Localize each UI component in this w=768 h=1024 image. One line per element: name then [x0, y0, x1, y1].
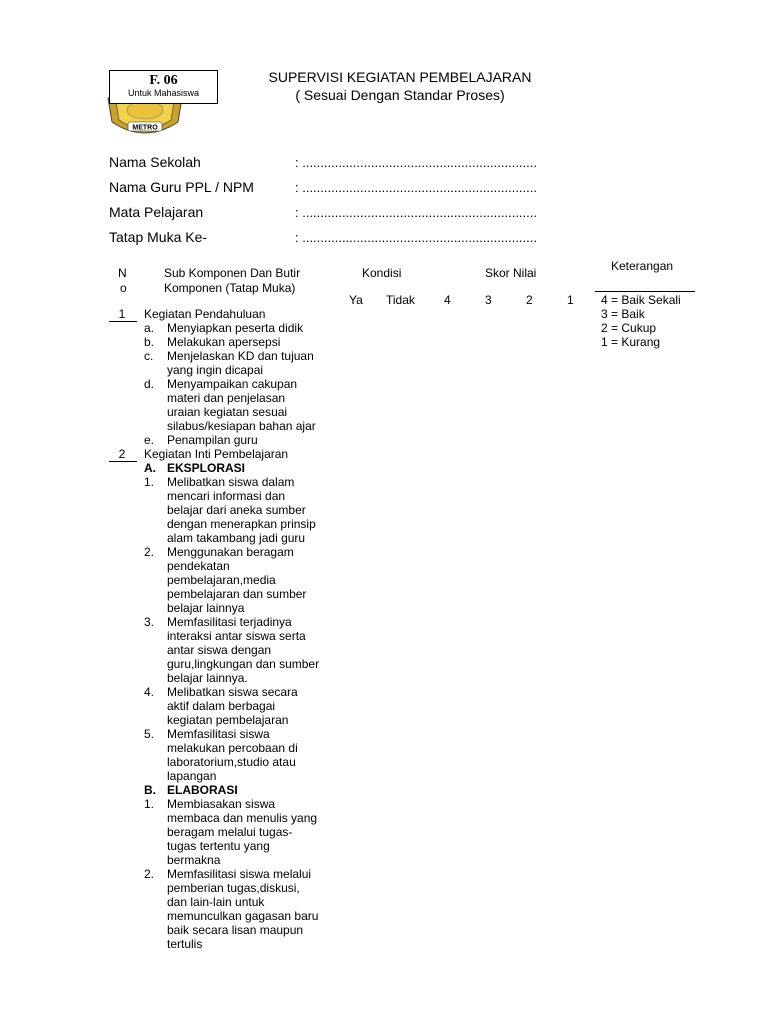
col-sub-line2: Komponen (Tatap Muka) — [164, 281, 296, 295]
item-text: Menyampaikan cakupan — [167, 377, 298, 391]
item-text: materi dan penjelasan — [167, 391, 286, 405]
item-text: pendekatan — [167, 559, 230, 573]
subsection-eksplorasi: EKSPLORASI — [167, 461, 246, 475]
item-text: tertulis — [167, 937, 203, 951]
item-text: Melibatkan siswa secara — [167, 685, 298, 699]
item-text: mencari informasi dan — [167, 489, 286, 503]
item-text: dengan menerapkan prinsip — [167, 517, 316, 531]
subsection-marker: A. — [144, 461, 156, 475]
field-label-subject: Mata Pelajaran — [109, 204, 204, 220]
col-skor: Skor Nilai — [485, 266, 537, 280]
item-text: membaca dan menulis yang — [167, 811, 318, 825]
row-number-1: 1 — [118, 307, 126, 321]
item-text: antar siswa dengan — [167, 643, 272, 657]
item-text: Membiasakan siswa — [167, 797, 276, 811]
row-rule-2 — [109, 461, 137, 462]
col-no-top: N — [118, 266, 127, 280]
item-text: beragam melalui tugas- — [167, 825, 293, 839]
col-keterangan: Keterangan — [611, 259, 674, 273]
col-tidak: Tidak — [386, 293, 415, 307]
item-text: aktif dalam berbagai — [167, 699, 276, 713]
col-score-3: 3 — [485, 293, 492, 307]
col-kondisi: Kondisi — [362, 266, 402, 280]
item-marker: b. — [144, 335, 155, 349]
row-rule-1 — [109, 321, 137, 322]
item-text: Melakukan apersepsi — [167, 335, 281, 349]
item-text: lapangan — [167, 769, 217, 783]
item-text: laboratorium,studio atau — [167, 755, 296, 769]
item-text: baik secara lisan maupun — [167, 923, 304, 937]
col-score-1: 1 — [567, 293, 574, 307]
keterangan-rule — [595, 291, 695, 292]
row-number-2: 2 — [118, 447, 126, 461]
field-value-teacher[interactable]: : ................................................................. — [295, 180, 537, 195]
item-marker: 2. — [144, 867, 155, 881]
item-text: Menggunakan beragam — [167, 545, 294, 559]
section-title-inti: Kegiatan Inti Pembelajaran — [144, 447, 289, 461]
item-marker: d. — [144, 377, 155, 391]
section-title-pendahuluan: Kegiatan Pendahuluan — [144, 307, 266, 321]
item-text: Penampilan guru — [167, 433, 258, 447]
item-text: belajar dari aneka sumber — [167, 503, 306, 517]
item-text: Menyiapkan peserta didik — [167, 321, 304, 335]
item-marker: 1. — [144, 475, 155, 489]
field-value-school[interactable]: : ................................................................. — [295, 155, 537, 170]
form-code-box — [109, 70, 218, 104]
item-text: Melibatkan siswa dalam — [167, 475, 295, 489]
field-label-teacher: Nama Guru PPL / NPM — [109, 179, 254, 195]
col-sub-line1: Sub Komponen Dan Butir — [164, 266, 301, 280]
item-marker: 4. — [144, 685, 155, 699]
item-text: kegiatan pembelajaran — [167, 713, 289, 727]
item-text: Memfasilitasi siswa melalui — [167, 867, 312, 881]
item-text: uraian kegiatan sesuai — [167, 405, 288, 419]
legend-1: 1 = Kurang — [601, 335, 661, 349]
item-text: Menjelaskan KD dan tujuan — [167, 349, 314, 363]
item-text: dan lain-lain untuk — [167, 895, 265, 909]
legend-3: 3 = Baik — [601, 307, 645, 321]
col-score-4: 4 — [444, 293, 451, 307]
item-text: yang ingin dicapai — [167, 363, 264, 377]
item-text: bermakna — [167, 853, 221, 867]
item-marker: c. — [144, 349, 154, 363]
item-text: melakukan percobaan di — [167, 741, 298, 755]
document-subtitle: ( Sesuai Dengan Standar Proses) — [295, 87, 505, 103]
col-ya: Ya — [349, 293, 363, 307]
item-marker: 1. — [144, 797, 155, 811]
logo-text: METRO — [132, 124, 158, 132]
item-text: pemberian tugas,diskusi, — [167, 881, 300, 895]
item-text: interaksi antar siswa serta — [167, 629, 306, 643]
legend-2: 2 = Cukup — [601, 321, 657, 335]
col-no-bottom: o — [120, 281, 127, 295]
item-text: belajar lainnya — [167, 601, 245, 615]
col-score-2: 2 — [526, 293, 533, 307]
item-text: silabus/kesiapan bahan ajar — [167, 419, 316, 433]
document-title: SUPERVISI KEGIATAN PEMBELAJARAN — [268, 69, 532, 85]
item-text: alam takambang jadi guru — [167, 531, 306, 545]
subsection-marker: B. — [144, 783, 156, 797]
item-marker: 3. — [144, 615, 155, 629]
item-marker: 5. — [144, 727, 155, 741]
field-value-subject[interactable]: : ................................................................. — [295, 205, 537, 220]
item-text: pembelajaran dan sumber — [167, 587, 307, 601]
field-label-school: Nama Sekolah — [109, 154, 201, 170]
item-text: guru,lingkungan dan sumber — [167, 657, 320, 671]
legend-4: 4 = Baik Sekali — [601, 293, 681, 307]
form-code: F. 06 — [149, 73, 178, 88]
item-marker: e. — [144, 433, 155, 447]
item-text: tugas tertentu yang — [167, 839, 270, 853]
subsection-elaborasi: ELABORASI — [167, 783, 238, 797]
item-text: Memfasilitasi siswa — [167, 727, 270, 741]
item-text: memunculkan gagasan baru — [167, 909, 319, 923]
item-text: pembelajaran,media — [167, 573, 276, 587]
form-note: Untuk Mahasiswa — [127, 88, 200, 98]
item-marker: 2. — [144, 545, 155, 559]
field-label-meeting: Tatap Muka Ke- — [109, 229, 208, 245]
item-text: Memfasilitasi terjadinya — [167, 615, 292, 629]
field-value-meeting[interactable]: : ................................................................. — [295, 230, 537, 245]
item-text: belajar lainnya. — [167, 671, 248, 685]
item-marker: a. — [144, 321, 155, 335]
